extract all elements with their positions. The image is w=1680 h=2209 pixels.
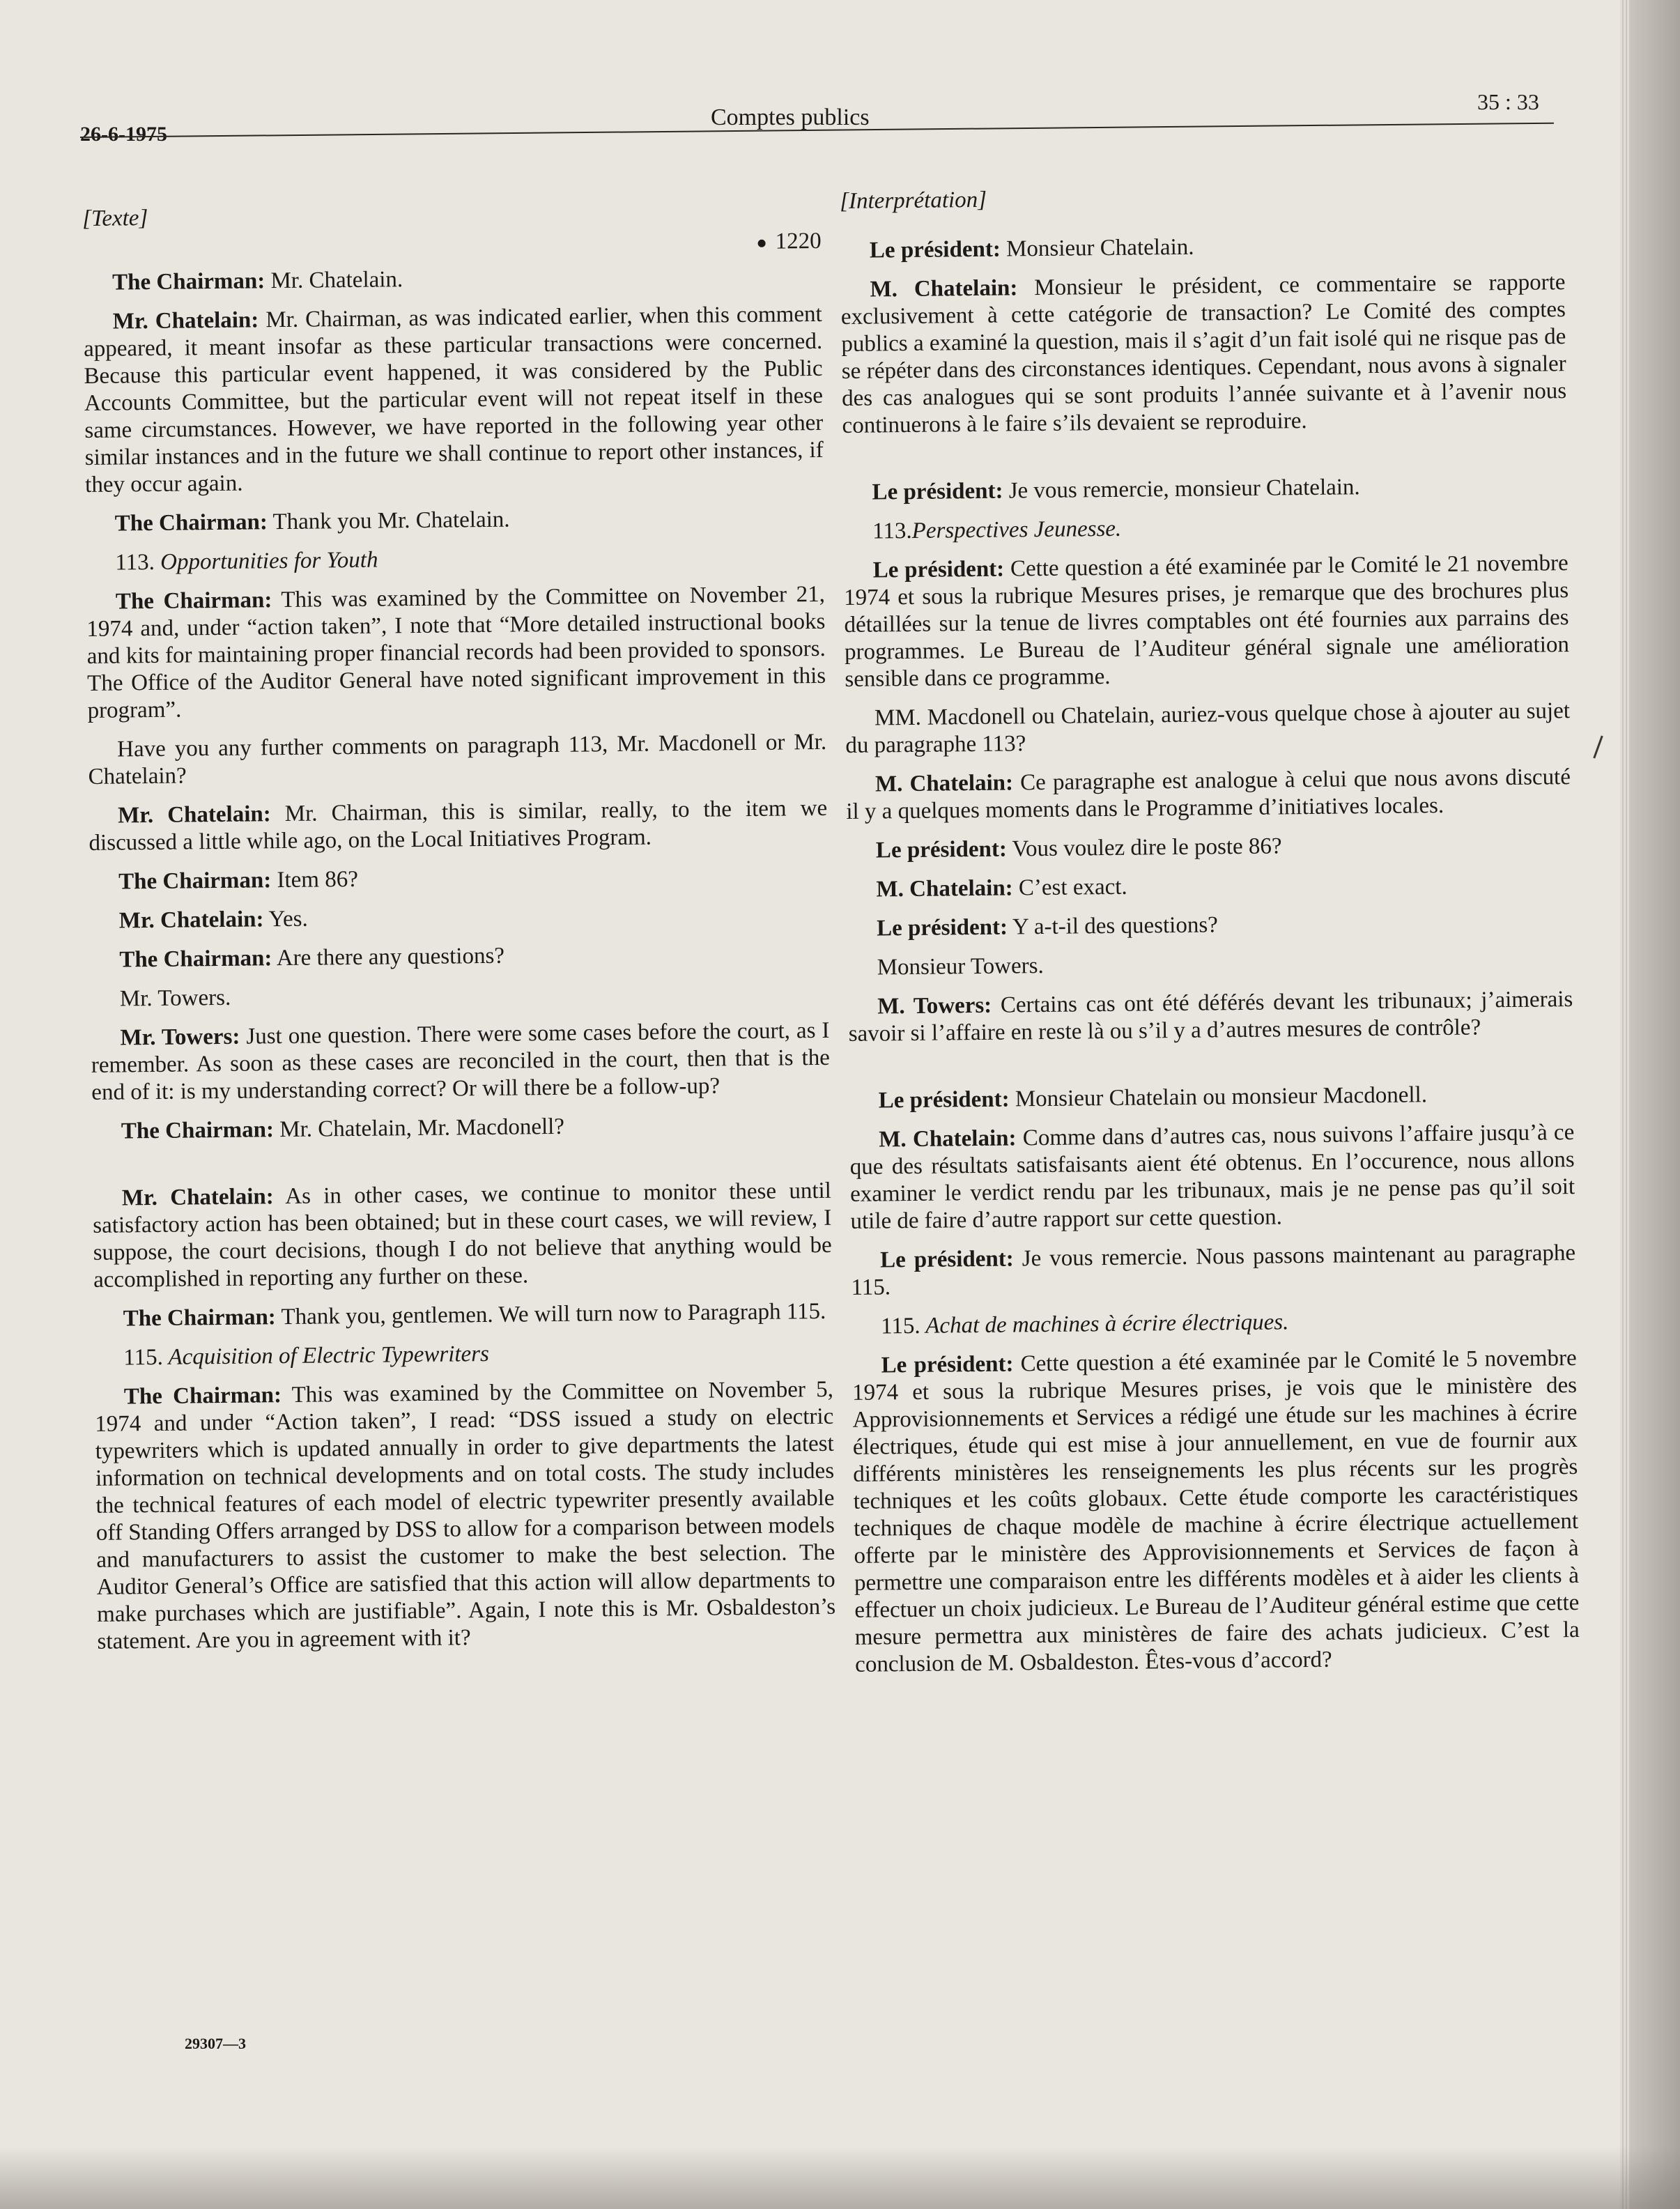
- paragraph-text: This was examined by the Committee on November 21, 1974 and, under “action taken”, I note that “More detailed instructional books and kits for maintaining proper financial records had been provided to sponsors. The Office of the Auditor General have noted significant improvement in this program”.: [86, 581, 826, 723]
- section-number: 115.: [123, 1344, 164, 1371]
- transcript-paragraph: [847, 830, 1571, 865]
- paragraph-text: Just one question. There were some cases before the court, as I remember. As soon as these cases are reconciled in the court, then that is the end of it: is my understanding correct? Or will there be a follow-up?: [91, 1017, 831, 1105]
- bottom-shadow: [0, 2146, 1680, 2209]
- section-title: Achat de machines à écrire électriques.: [920, 1309, 1289, 1339]
- transcript-paragraph: [92, 1111, 831, 1146]
- transcript-paragraph: [94, 1298, 833, 1333]
- speaker-name: Le président:: [872, 478, 1003, 505]
- left-column: [82, 198, 836, 1668]
- section-number: 113.: [872, 518, 912, 544]
- speaker-name: Le président:: [869, 236, 1001, 263]
- section-heading: [94, 1337, 833, 1372]
- header-page-number: 35 : 33: [1477, 89, 1539, 114]
- paragraph-text: Ce paragraphe est analogue à celui que nous avons discuté il y a quelques moments dans le Programme d’initiatives locales.: [846, 764, 1571, 824]
- speaker-name: Le président:: [881, 1351, 1014, 1378]
- transcript-paragraph: [86, 581, 826, 725]
- left-column-tag: [Texte]: [82, 206, 148, 231]
- speaker-name: The Chairman:: [118, 868, 272, 895]
- transcript-paragraph: [847, 869, 1571, 904]
- paragraph-text: Monsieur Towers.: [877, 953, 1044, 980]
- paragraph-text: MM. Macdonell ou Chatelain, auriez-vous quelque chose à ajouter au sujet du paragraphe 113?: [845, 698, 1571, 758]
- transcript-paragraph: [91, 1017, 830, 1107]
- transcript-paragraph: [91, 978, 829, 1013]
- paragraph-text: Vous voulez dire le poste 86?: [1006, 833, 1282, 862]
- speaker-name: Mr. Chatelain:: [118, 907, 264, 934]
- transcript-paragraph: [90, 939, 829, 974]
- speaker-name: Mr. Chatelain:: [121, 1184, 274, 1211]
- transcript-paragraph: [83, 262, 822, 297]
- transcript-paragraph: [846, 764, 1571, 826]
- transcript-paragraph: [851, 1240, 1576, 1302]
- page-shadow: [1631, 0, 1680, 2209]
- transcript-paragraph: [851, 1345, 1580, 1679]
- right-column-tag: [Interprétation]: [840, 187, 987, 214]
- transcript-paragraph: [845, 698, 1571, 760]
- transcript-paragraph: [88, 795, 828, 857]
- paragraph-text: Thank you, gentlemen. We will turn now to Paragraph 115.: [275, 1298, 826, 1330]
- paragraph-text: C’est exact.: [1012, 874, 1127, 901]
- paragraph-text: Je vous remercie. Nous passons maintenant au paragraphe 115.: [851, 1240, 1576, 1300]
- left-column-body: [83, 262, 836, 1656]
- paragraph-text: This was examined by the Committee on November 5, 1974 and under “Action taken”, I read: “DSS issued a study on electric typewriters which is updated annually in order to give departments the latest information on technical developments and on total costs. The study includes the technical features of each model of electric typewriter presently available off Standing Offers arranged by DSS to allow for a comparison between models and manufacturers to assist the customer to make the best selection. The Auditor General’s Office are satisfied that this action will allow departments to make purchases which are justifiable”. Again, I note this is Mr. Osbaldeston’s statement. Are you in agreement with it?: [95, 1376, 836, 1654]
- paragraph-text: Mr. Towers.: [119, 985, 231, 1012]
- margin-mark: [1593, 736, 1603, 759]
- paragraph-text: Have you any further comments on paragraph 113, Mr. Macdonell or Mr. Chatelain?: [88, 729, 827, 790]
- paragraph-text: Mr. Chatelain, Mr. Macdonell?: [273, 1114, 565, 1143]
- transcript-paragraph: [847, 908, 1572, 943]
- paragraph-text: Y a-t-il des questions?: [1007, 912, 1219, 940]
- transcript-paragraph: [90, 900, 829, 935]
- section-heading: [843, 511, 1568, 546]
- speaker-name: Le président:: [878, 1086, 1010, 1114]
- transcript-paragraph: [844, 550, 1570, 693]
- transcript-paragraph: [848, 986, 1573, 1048]
- speaker-name: The Chairman:: [114, 509, 268, 537]
- bullet-dot-icon: [758, 240, 766, 247]
- section-number: 113.: [115, 549, 155, 576]
- transcript-paragraph: [88, 729, 827, 791]
- header-title: Comptes publics: [711, 105, 870, 130]
- paragraph-text: As in other cases, we continue to monitor these until satisfactory action has been obtained; but in these court cases, we will review, I suppose, the court decisions, though I do not believe that anything would be accomplished in reporting any further on these.: [93, 1178, 832, 1293]
- transcript-paragraph: [86, 503, 824, 538]
- transcript-paragraph: [89, 861, 828, 896]
- time-marker: [82, 228, 821, 263]
- section-heading: [851, 1306, 1576, 1341]
- right-column-body: [840, 230, 1580, 1679]
- transcript-paragraph: [93, 1178, 833, 1294]
- footer-code: 29307—3: [185, 2035, 246, 2052]
- section-title: Perspectives Jeunesse.: [911, 516, 1122, 544]
- speaker-name: Mr. Towers:: [120, 1024, 240, 1051]
- right-column: [840, 180, 1580, 1691]
- speaker-name: M. Chatelain:: [879, 1125, 1017, 1153]
- paragraph-text: Monsieur le président, ce commentaire se rapporte exclusivement à cette catégorie de transaction? Le Comité des comptes publics a examiné la question, mais il s’agit d’un fait isolé qui ne risque pas de se répéter dans des circonstances identiques. Cependant, nous avons à signaler des cas analogues qui se sont produits l’année suivante et à l’avenir nous continuerons à le faire s’ils devaient se reproduire.: [840, 270, 1567, 438]
- speaker-name: M. Chatelain:: [874, 770, 1014, 797]
- transcript-paragraph: [84, 301, 824, 499]
- speaker-name: The Chairman:: [123, 1304, 277, 1332]
- speaker-name: The Chairman:: [123, 1383, 282, 1410]
- speaker-name: Mr. Chatelain:: [117, 801, 271, 829]
- paragraph-text: Mr. Chairman, as was indicated earlier, when this comment appeared, it meant insofar as these particular transactions were concerned. Because this particular event happened, it was considered by the Public Accounts Committee, but the particular event will not repeat itself in these same circumstances. However, we have reported in the following year other similar instances and in the future we shall continue to report other instances, if they occur again.: [83, 301, 824, 498]
- speaker-name: M. Towers:: [877, 992, 992, 1019]
- paragraph-text: Je vous remercie, monsieur Chatelain.: [1003, 475, 1360, 504]
- paragraph-text: Cette question a été examinée par le Comité le 21 novembre 1974 et sous la rubrique Mesures prises, je remarque que des brochures plus détaillées sur la tenue de livres comptables ont été fournies aux parrains des programmes. Le Bureau de l’Auditeur général signale une amélioration sensible dans ce programme.: [843, 551, 1570, 692]
- speaker-name: Le président:: [875, 836, 1008, 863]
- time-marker-value: 1220: [775, 228, 822, 254]
- paragraph-text: Monsieur Chatelain ou monsieur Macdonell.: [1009, 1082, 1428, 1112]
- speaker-name: The Chairman:: [121, 1117, 275, 1144]
- paragraph-text: Are there any questions?: [272, 943, 505, 971]
- speaker-name: M. Chatelain:: [870, 275, 1018, 302]
- speaker-name: Le président:: [879, 1246, 1014, 1273]
- transcript-paragraph: [840, 230, 1565, 265]
- speaker-name: The Chairman:: [111, 268, 265, 295]
- transcript-paragraph: [95, 1376, 836, 1656]
- section-title: Opportunities for Youth: [154, 547, 378, 575]
- paragraph-text: Certains cas ont été déférés devant les tribunaux; j’aimerais savoir si l’affaire en reste là ou s’il y a d’autres mesures de contrôle?: [848, 987, 1573, 1047]
- paragraph-text: Comme dans d’autres cas, nous suivons l’affaire jusqu’à ce que des résultats satisfaisants aient été obtenus. En l’occurence, nous allons examiner le verdict rendu par les tribunaux, mais je ne pense pas qu’il soit utile de faire d’autre rapport sur cette question.: [849, 1120, 1575, 1234]
- header-date: 26-6-1975: [80, 123, 167, 146]
- section-number: 115.: [880, 1313, 920, 1339]
- transcript-paragraph: [848, 947, 1573, 982]
- speaker-name: M. Chatelain:: [876, 875, 1013, 902]
- section-heading: [86, 542, 824, 577]
- transcript-paragraph: [840, 269, 1566, 440]
- speaker-name: The Chairman:: [119, 946, 272, 973]
- speaker-name: Le président:: [872, 556, 1005, 583]
- paragraph-text: Mr. Chatelain.: [265, 267, 403, 294]
- paragraph-text: Item 86?: [271, 866, 359, 893]
- speaker-name: The Chairman:: [115, 587, 272, 615]
- paragraph-text: Mr. Chairman, this is similar, really, to the item we discussed a little while ago, on the Local Initiatives Program.: [88, 795, 828, 856]
- paragraph-text: Thank you Mr. Chatelain.: [267, 507, 510, 535]
- speaker-name: Le président:: [876, 914, 1008, 941]
- paragraph-text: Monsieur Chatelain.: [1000, 234, 1194, 262]
- section-title: Acquisition of Electric Typewriters: [162, 1341, 490, 1370]
- paragraph-text: Yes.: [263, 906, 308, 932]
- transcript-paragraph: [849, 1119, 1575, 1236]
- paragraph-text: Cette question a été examinée par le Comité le 5 novembre 1974 et sous la rubrique Mesures prises, je vois que le ministère des Approvisionnements et Services a rédigé une étude sur les machines à écrire électriques, étude qui est mise à jour annuellement, en vue de fournir aux différents ministères les renseignements les plus récents sur les progrès techniques et les coûts globaux. Cette étude comporte les caractéristiques techniques de chaque modèle de machine à écrire électrique actuellement offerte par le ministère des Approvisionnements et Services de façon à permettre une comparaison entre les différents modèles et à aider les clients à effectuer un choix judicieux. Le Bureau de l’Auditeur général estime que cette mesure permettra aux ministères de faire des achats judicieux. C’est la conclusion de M. Osbaldeston. Êtes-vous d’accord?: [851, 1346, 1580, 1677]
- speaker-name: Mr. Chatelain:: [112, 307, 259, 334]
